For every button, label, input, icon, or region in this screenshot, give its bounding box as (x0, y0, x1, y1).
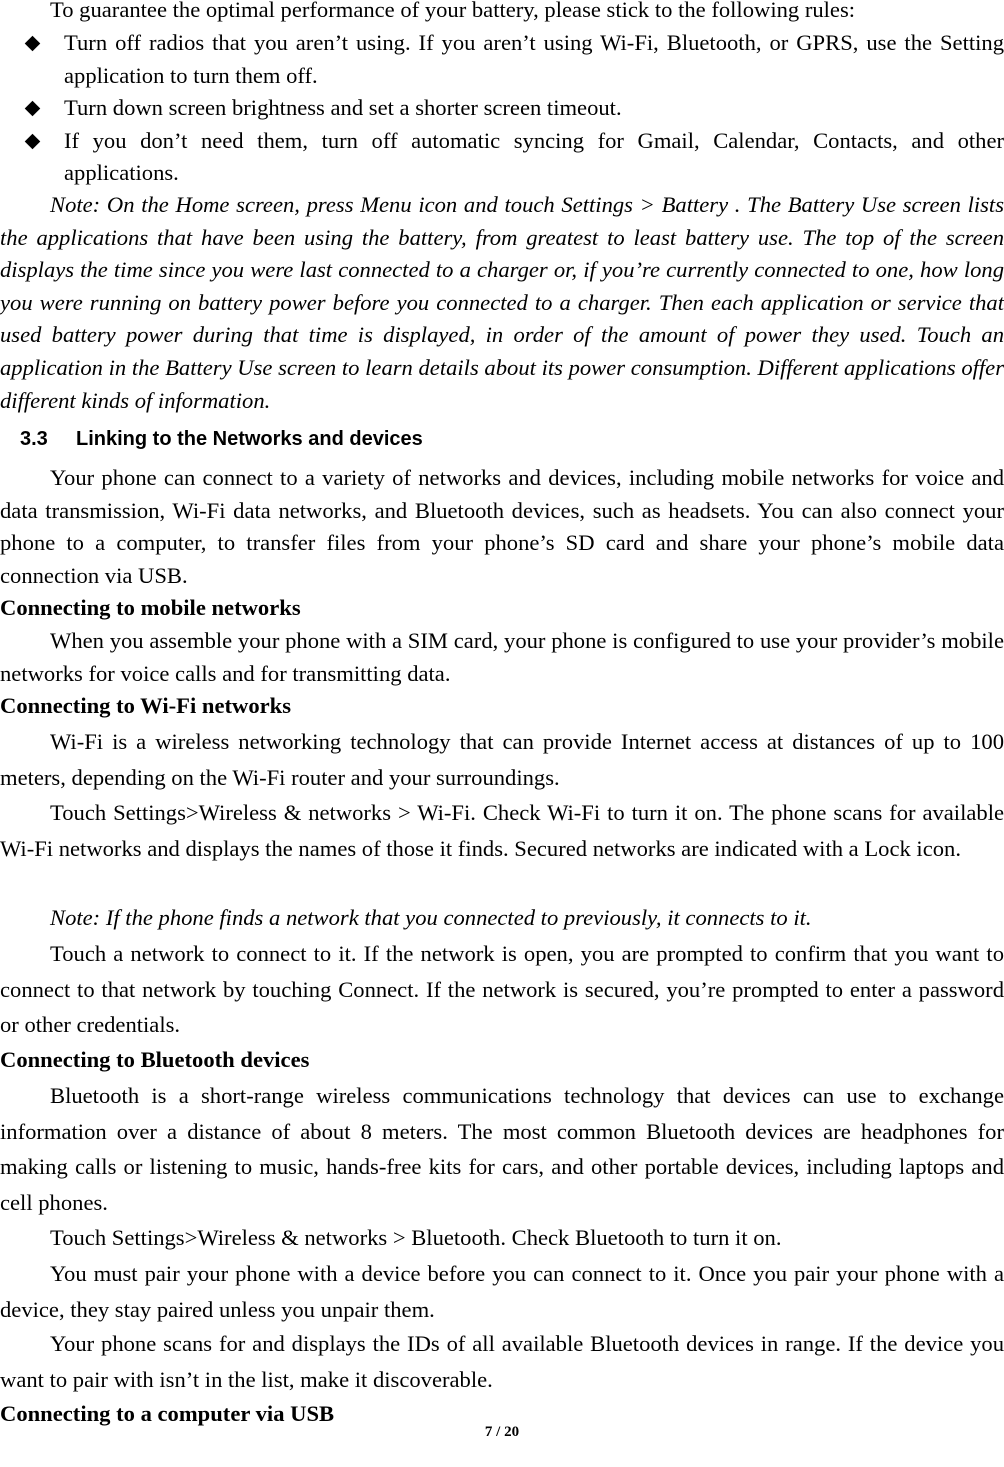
list-item (0, 125, 1004, 190)
list-item-text: Turn off radios that you aren’t using. If you aren’t using Wi-Fi, Bluetooth, or GPRS, use the Setting application to turn them off. (64, 30, 1004, 88)
section-number: 3.3 (20, 428, 48, 450)
section-intro: Your phone can connect to a variety of networks and devices, including mobile networks for voice and data transmission, Wi-Fi data networks, and Bluetooth devices, such as headsets. You can also connect your phone to a computer, to transfer files from your phone’s SD card and share your phone’s mobile data connection via USB. (0, 465, 1004, 588)
list-item (0, 92, 1004, 125)
battery-tips-list (0, 27, 1004, 190)
list-item-text: If you don’t need them, turn off automatic syncing for Gmail, Calendar, Contacts, and other applications. (64, 127, 1004, 186)
usb-heading: Connecting to a computer via USB (0, 1401, 335, 1426)
bluetooth-heading: Connecting to Bluetooth devices (0, 1047, 310, 1072)
battery-note: Note: On the Home screen, press Menu icon and touch Settings > Battery . The Battery Use screen lists the applications that have been using the battery, from greatest to least battery use. The top of the screen displays the time since you were last connected to a charger or, if you’re currently connected to one, how long you were running on battery power before you connected to a charger. Then each application or service that used battery power during that time is displayed, in order of the amount of power they used. Touch an application in the Battery Use screen to learn details about its power consumption. Different applications offer different kinds of information. (0, 192, 1004, 413)
bluetooth-paragraph-4: Your phone scans for and displays the IDs of all available Bluetooth devices in range. If the device you want to pair with isn’t in the list, make it discoverable. (0, 1331, 1004, 1392)
wifi-heading: Connecting to Wi-Fi networks (0, 693, 292, 718)
section-title: Linking to the Networks and devices (76, 428, 423, 450)
bluetooth-paragraph-2: Touch Settings>Wireless & networks > Bluetooth. Check Bluetooth to turn it on. (50, 1225, 782, 1250)
wifi-paragraph-3: Touch a network to connect to it. If the network is open, you are prompted to confirm that you want to connect to that network by touching Connect. If the network is secured, you’re prompted to enter a password or other credentials. (0, 941, 1004, 1038)
battery-intro: To guarantee the optimal performance of your battery, please stick to the following rules: (50, 0, 856, 22)
page-number: 7 / 20 (484, 1424, 520, 1440)
list-item (0, 27, 1004, 92)
diamond-bullet-icon (25, 101, 41, 117)
list-item-text: Turn down screen brightness and set a shorter screen timeout. (64, 95, 622, 121)
wifi-paragraph-1: Wi-Fi is a wireless networking technology that can provide Internet access at distances of up to 100 meters, depending on the Wi-Fi router and your surroundings. (0, 729, 1004, 790)
bluetooth-paragraph-3: You must pair your phone with a device before you can connect to it. Once you pair your phone with a device, they stay paired unless you unpair them. (0, 1261, 1004, 1322)
diamond-bullet-icon (25, 36, 41, 52)
diamond-bullet-icon (25, 134, 41, 150)
wifi-note: Note: If the phone finds a network that you connected to previously, it connects to it. (50, 905, 812, 930)
mobile-networks-text: When you assemble your phone with a SIM card, your phone is configured to use your provider’s mobile networks for voice calls and for transmitting data. (0, 628, 1004, 686)
mobile-networks-heading: Connecting to mobile networks (0, 595, 301, 620)
bluetooth-paragraph-1: Bluetooth is a short-range wireless communications technology that devices can use to exchange information over a distance of about 8 meters. The most common Bluetooth devices are headphones for making calls or listening to music, hands-free kits for cars, and other portable devices, including laptops and cell phones. (0, 1083, 1004, 1215)
wifi-paragraph-2: Touch Settings>Wireless & networks > Wi-Fi. Check Wi-Fi to turn it on. The phone scans for available Wi-Fi networks and displays the names of those it finds. Secured networks are indicated with a Lock icon. (0, 800, 1004, 861)
